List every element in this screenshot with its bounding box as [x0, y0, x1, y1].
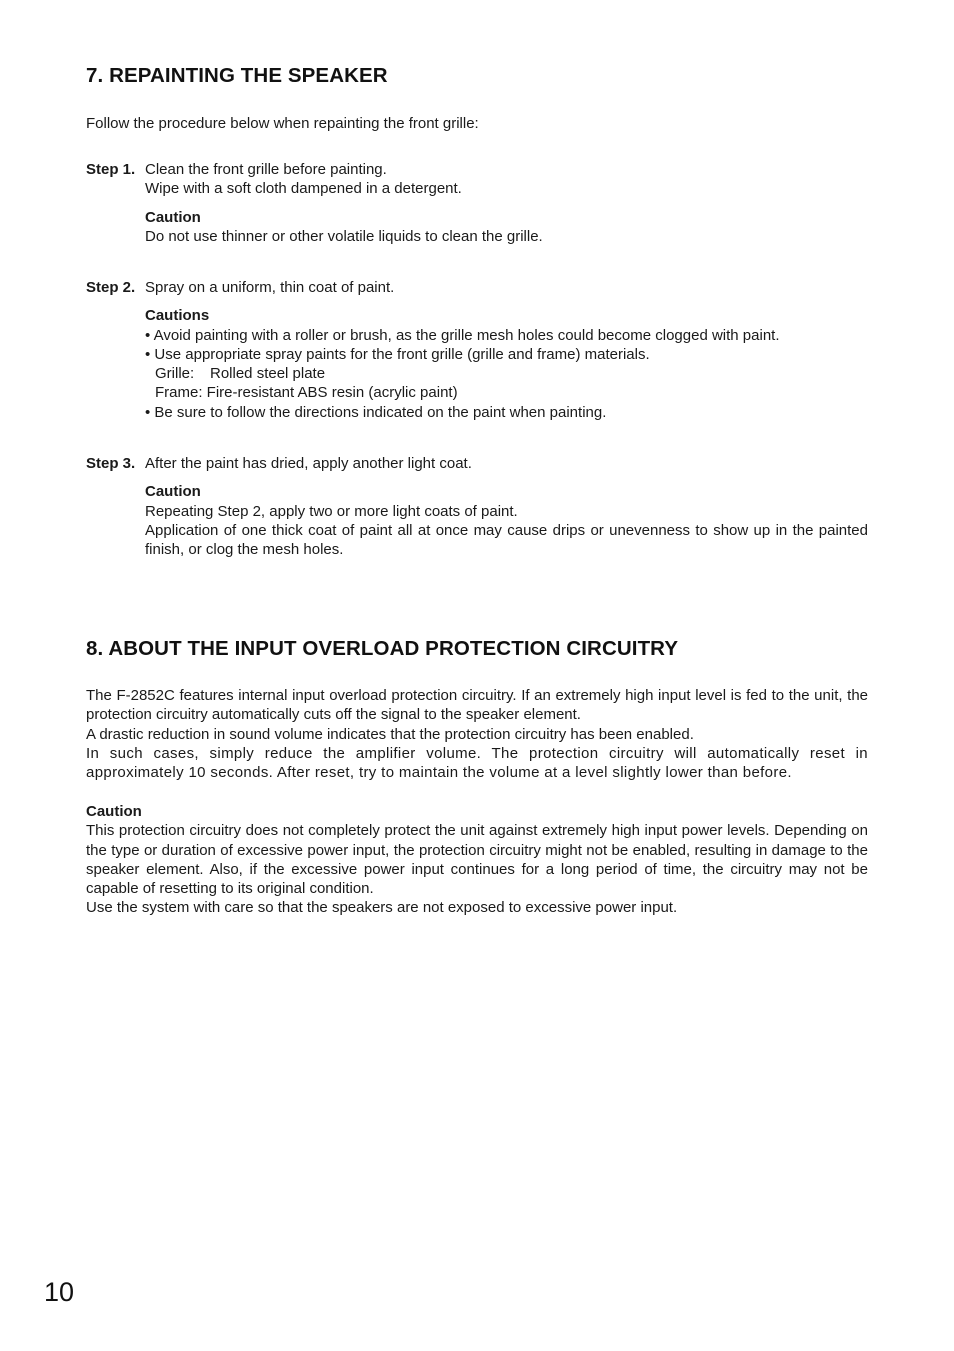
step-1-body	[145, 160, 868, 246]
grille-value: Rolled steel plate	[210, 365, 326, 383]
step-2-label: Step 2.	[86, 279, 136, 296]
step-3-caution-title: Caution	[145, 483, 201, 501]
step-2-bullet-3: • Be sure to follow the directions indicated on the paint when painting.	[145, 403, 607, 421]
section-8-paragraph-1: The F-2852C features internal input overload protection circuitry. If an extremely high input level is fed to the unit, the protection circuitry automatically cuts off the signal to the speaker element.	[86, 687, 868, 724]
step-3-label: Step 3.	[86, 455, 136, 472]
step-2-line-1: Spray on a uniform, thin coat of paint.	[145, 279, 395, 296]
step-3-body	[145, 454, 868, 559]
section-8-caution-paragraph-2: Use the system with care so that the speakers are not exposed to excessive power input.	[86, 899, 678, 917]
step-1-caution-title: Caution	[145, 208, 201, 226]
page-number: 10	[44, 1277, 75, 1307]
section-8-caution-paragraph-1: This protection circuitry does not completely protect the unit against extremely high input power levels. Depending on the type or duration of excessive power input, the protection circuitry might not be enabled, resulting in damage to the speaker element. Also, if the excessive power input continues for a long period of time, the circuitry may not be capable of resetting to its original condition.	[86, 822, 868, 898]
section-8-title: 8. ABOUT THE INPUT OVERLOAD PROTECTION CIRCUITRY	[86, 637, 679, 660]
step-2-body	[145, 278, 868, 422]
step-1-line-1: Clean the front grille before painting.	[145, 161, 387, 178]
step-1-line-2: Wipe with a soft cloth dampened in a detergent.	[145, 180, 462, 198]
section-8-paragraph-3: In such cases, simply reduce the amplifier volume. The protection circuitry will automatically reset in approximately 10 seconds. After reset, try to maintain the volume at a level slightly lower than before.	[86, 744, 868, 782]
step-1-caution-text: Do not use thinner or other volatile liquids to clean the grille.	[145, 227, 543, 245]
section-8-body	[86, 686, 868, 782]
section-8-caution-title: Caution	[86, 803, 142, 820]
step-3-line-1: After the paint has dried, apply another light coat.	[145, 455, 472, 472]
step-3-caution-line-2: Application of one thick coat of paint all at once may cause drips or unevenness to show up in the painted finish, or clog the mesh holes.	[145, 521, 868, 559]
section-8-caution	[86, 802, 868, 918]
step-2-bullet-2: • Use appropriate spray paints for the front grille (grille and frame) materials.	[145, 345, 650, 363]
step-2-frame-line: Frame: Fire-resistant ABS resin (acrylic paint)	[155, 384, 458, 402]
step-2-grille-line	[145, 364, 868, 383]
step-2-caution-title: Cautions	[145, 307, 210, 325]
step-1-label: Step 1.	[86, 161, 136, 178]
section-7-title: 7. REPAINTING THE SPEAKER	[86, 64, 388, 87]
step-3-caution-line-1: Repeating Step 2, apply two or more light coats of paint.	[145, 502, 518, 520]
grille-label: Grille:	[155, 365, 195, 383]
section-8-paragraph-2: A drastic reduction in sound volume indicates that the protection circuitry has been enabled.	[86, 725, 694, 743]
step-2-bullet-1: • Avoid painting with a roller or brush, as the grille mesh holes could become clogged with paint.	[145, 326, 780, 344]
section-7-intro: Follow the procedure below when repainting the front grille:	[86, 115, 479, 132]
